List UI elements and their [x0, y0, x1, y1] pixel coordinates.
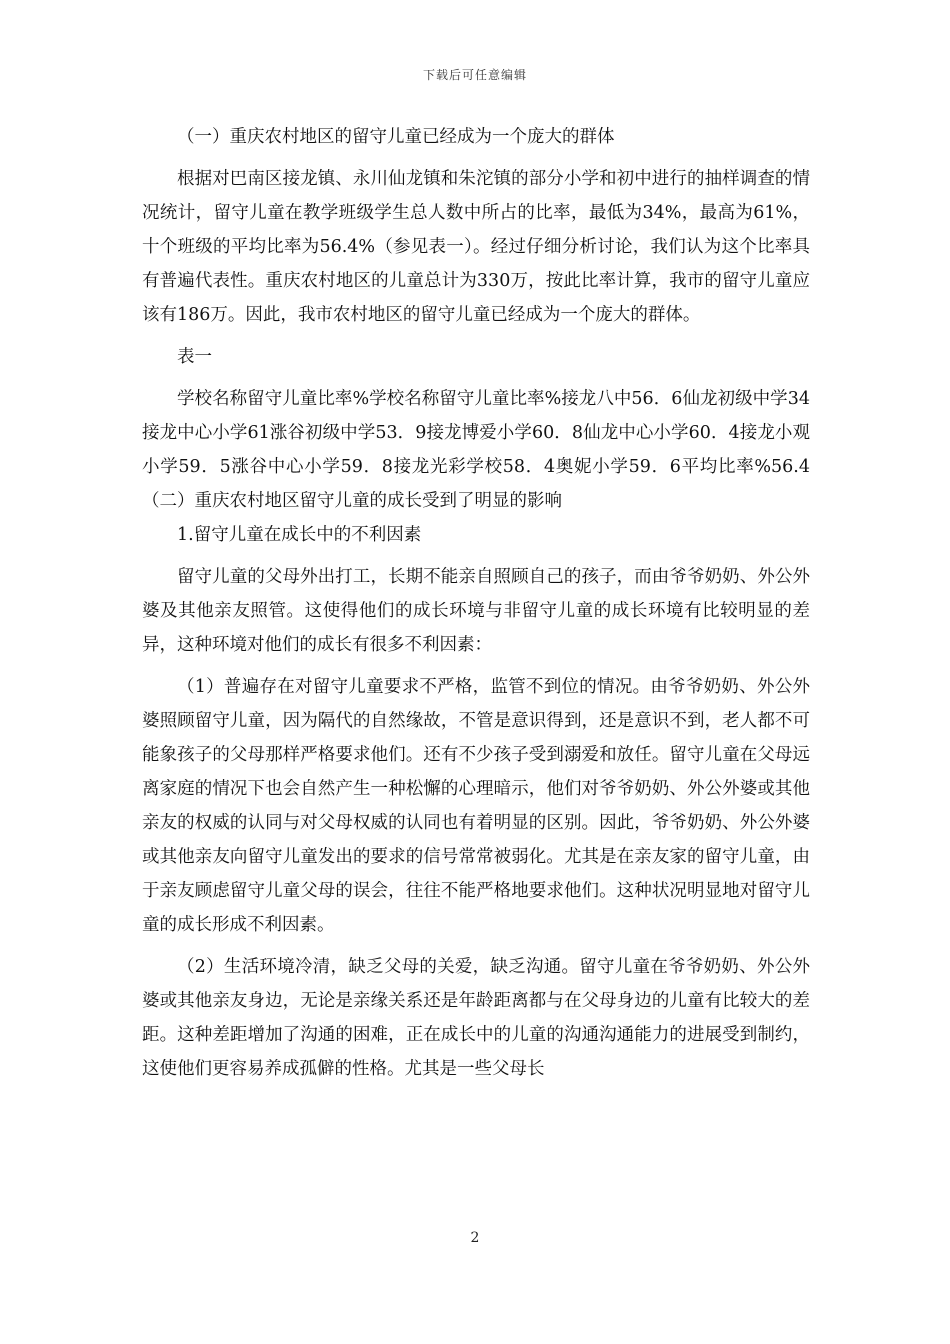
section-heading: （一）重庆农村地区的留守儿童已经成为一个庞大的群体 [177, 127, 615, 147]
body-paragraph: （2）生活环境冷清，缺乏父母的关爱，缺乏沟通。留守儿童在爷爷奶奶、外公外婆或其他亲友身边，无论是亲缘关系还是年龄距离都与在父母身边的儿童有比较大的差距。这种差距增加了沟通的困难，正在成长中的儿童的沟通沟通能力的进展受到制约，这使他们更容易养成孤僻的性格。尤其是一些父母长 [142, 957, 810, 1079]
body-paragraph: （1）普遍存在对留守儿童要求不严格，监管不到位的情况。由爷爷奶奶、外公外婆照顾留守儿童，因为隔代的自然缘故，不管是意识得到，还是意识不到，老人都不可能象孩子的父母那样严格要求他们。还有不少孩子受到溺爱和放任。留守儿童在父母远离家庭的情况下也会自然产生一种松懈的心理暗示，他们对爷爷奶奶、外公外婆或其他亲友的权威的认同与对父母权威的认同也有着明显的区别。因此，爷爷奶奶、外公外婆或其他亲友向留守儿童发出的要求的信号常常被弱化。尤其是在亲友家的留守儿童，由于亲友顾虑留守儿童父母的误会，往往不能严格地要求他们。这种状况明显地对留守儿童的成长形成不利因素。 [142, 677, 810, 935]
page-header: 下载后可任意编辑 [422, 68, 527, 82]
body-paragraph: 留守儿童的父母外出打工，长期不能亲自照顾自己的孩子，而由爷爷奶奶、外公外婆及其他亲友照管。这使得他们的成长环境与非留守儿童的成长环境有比较明显的差异，这种环境对他们的成长有很多不利因素： [142, 567, 810, 655]
page-number: 2 [470, 1230, 480, 1246]
body-paragraph: 根据对巴南区接龙镇、永川仙龙镇和朱沱镇的部分小学和初中进行的抽样调查的情况统计，留守儿童在教学班级学生总人数中所占的比率，最低为34%，最高为61%，十个班级的平均比率为56.4%（参见表一）。经过仔细分析讨论，我们认为这个比率具有普遍代表性。重庆农村地区的儿童总计为330万，按此比率计算，我市的留守儿童应该有186万。因此，我市农村地区的留守儿童已经成为一个庞大的群体。 [142, 169, 810, 325]
subsection-heading: 1.留守儿童在成长中的不利因素 [177, 525, 422, 545]
table-caption: 表一 [177, 347, 212, 367]
table-text: 学校名称留守儿童比率%学校名称留守儿童比率%接龙八中56．6仙龙初级中学34接龙中心小学61涨谷初级中学53．9接龙博爱小学60．8仙龙中心小学60．4接龙小观小学59．5涨谷中心小学59．8接龙光彩学校58．4奥妮小学59．6平均比率%56.4（二）重庆农村地区留守儿童的成长受到了明显的影响 [142, 389, 810, 511]
document-body [142, 118, 810, 1086]
